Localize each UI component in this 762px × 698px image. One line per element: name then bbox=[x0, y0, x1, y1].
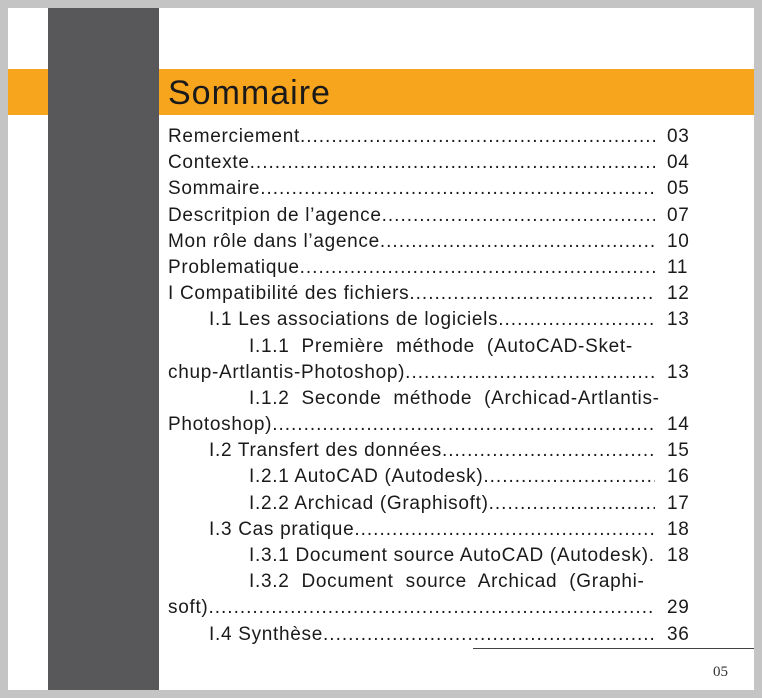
toc-page: 18 bbox=[667, 518, 690, 540]
toc-page: 18 bbox=[667, 545, 690, 566]
sidebar-bar bbox=[48, 8, 159, 690]
page-number: 05 bbox=[713, 664, 728, 680]
toc-entry-line2 bbox=[168, 412, 703, 438]
toc-entry bbox=[168, 438, 703, 464]
toc-page: 10 bbox=[667, 230, 690, 252]
page-title: Sommaire bbox=[168, 74, 331, 112]
toc-page: 14 bbox=[667, 414, 690, 436]
toc-page: 03 bbox=[667, 126, 690, 147]
toc-entry-line1 bbox=[168, 334, 703, 360]
toc-entry bbox=[168, 491, 703, 517]
toc-page: 17 bbox=[667, 492, 690, 514]
toc-label-line1: I.1.2 Seconde méthode (Archicad-Artlantis- bbox=[249, 387, 660, 409]
toc-label: I.4 Synthèse ..... bbox=[209, 622, 655, 648]
toc-page: 29 bbox=[667, 597, 690, 619]
toc-entry bbox=[168, 622, 703, 648]
table-of-contents bbox=[168, 124, 703, 648]
toc-page: 13 bbox=[667, 361, 690, 383]
toc-entry bbox=[168, 150, 703, 176]
toc-entry bbox=[168, 543, 703, 569]
toc-page: 36 bbox=[667, 623, 690, 645]
toc-label: Mon rôle dans l’agence ..... bbox=[168, 229, 655, 255]
toc-label: I.3 Cas pratique ..... bbox=[209, 517, 655, 543]
toc-label-line2: soft) ..... bbox=[168, 595, 655, 621]
toc-entry bbox=[168, 124, 703, 150]
footer-rule bbox=[473, 648, 754, 649]
toc-page: 16 bbox=[667, 466, 690, 488]
toc-label-line2: Photoshop) ..... bbox=[168, 412, 655, 438]
toc-page: 12 bbox=[667, 283, 690, 305]
document-page bbox=[8, 8, 754, 690]
toc-label: I.2 Transfert des données ..... bbox=[209, 438, 655, 464]
toc-label-line1: I.3.2 Document source Archicad (Graphi- bbox=[249, 571, 645, 593]
toc-page: 15 bbox=[667, 440, 690, 462]
toc-label: I.1 Les associations de logiciels ..... bbox=[209, 307, 655, 333]
toc-label-line2: chup-Artlantis-Photoshop) ..... bbox=[168, 360, 655, 386]
toc-entry bbox=[168, 307, 703, 333]
toc-entry-line2 bbox=[168, 360, 703, 386]
toc-page: 07 bbox=[667, 204, 690, 226]
toc-label: Problematique ..... bbox=[168, 255, 655, 281]
toc-page: 04 bbox=[667, 152, 690, 174]
toc-label: I.2.2 Archicad (Graphisoft) ..... bbox=[249, 491, 655, 517]
toc-label: Remerciement ..... bbox=[168, 124, 655, 150]
toc-entry bbox=[168, 203, 703, 229]
toc-label: I.2.1 AutoCAD (Autodesk) ..... bbox=[249, 464, 655, 490]
toc-entry bbox=[168, 176, 703, 202]
toc-entry bbox=[168, 281, 703, 307]
toc-label: Descritpion de l’agence ..... bbox=[168, 203, 655, 229]
toc-entry bbox=[168, 464, 703, 490]
toc-label: Sommaire ..... bbox=[168, 176, 655, 202]
toc-label-line1: I.1.1 Première méthode (AutoCAD-Sket- bbox=[249, 335, 633, 357]
toc-entry bbox=[168, 255, 703, 281]
toc-entry-line1 bbox=[168, 386, 703, 412]
toc-entry bbox=[168, 517, 703, 543]
toc-entry bbox=[168, 229, 703, 255]
toc-entry-line2 bbox=[168, 595, 703, 621]
toc-page: 13 bbox=[667, 309, 690, 331]
toc-page: 05 bbox=[667, 178, 690, 200]
toc-label: I Compatibilité des fichiers ..... bbox=[168, 281, 655, 307]
toc-page: 11 bbox=[667, 256, 689, 278]
toc-entry-line1 bbox=[168, 569, 703, 595]
toc-label: Contexte ..... bbox=[168, 150, 655, 176]
toc-label: I.3.1 Document source AutoCAD (Autodesk) ..... bbox=[249, 543, 655, 569]
